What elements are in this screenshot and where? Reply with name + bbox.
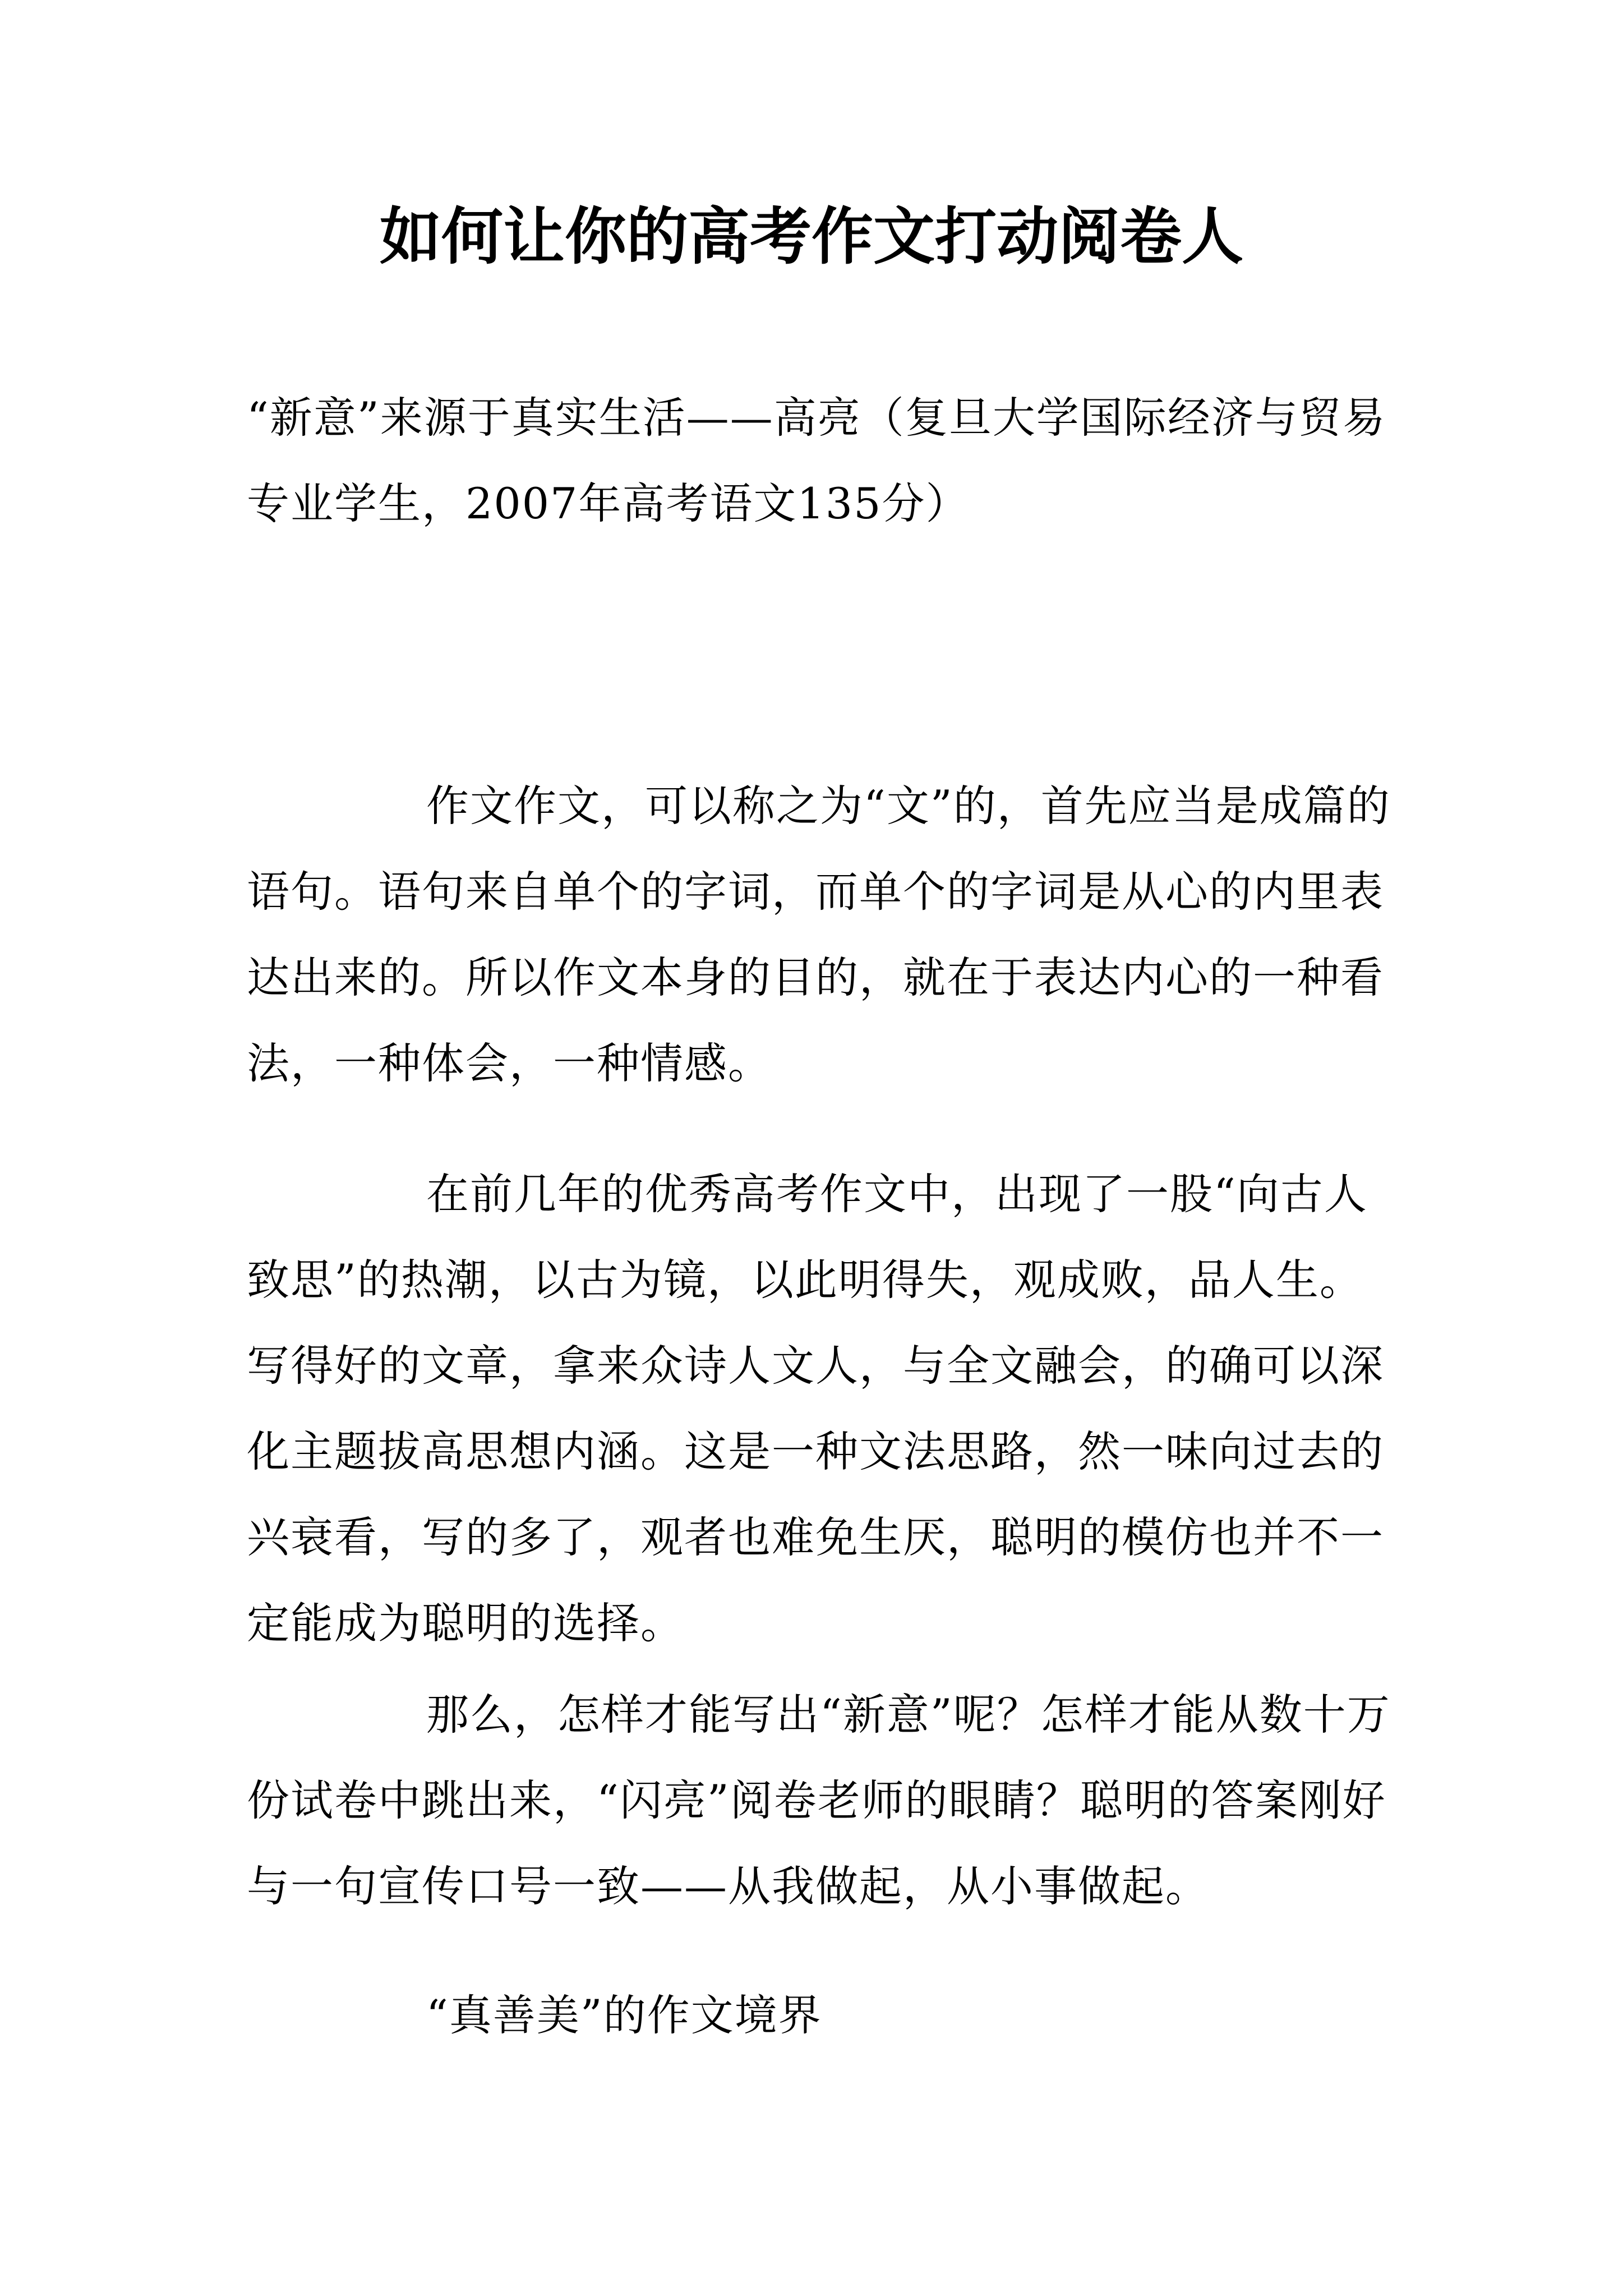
paragraph: 那么，怎样才能写出“新意”呢？怎样才能从数十万份试卷中跳出来，“闪亮”阅卷老师的眼睛？聪明的答案刚好与一句宣传口号一致——从我做起，从小事做起。 — [247, 1690, 1391, 1911]
section-heading: “真善美”的作文境界 — [426, 1990, 822, 2040]
document-title: 如何让你的高考作文打动阅卷人 — [380, 200, 1243, 273]
paragraph: 作文作文，可以称之为“文”的，首先应当是成篇的语句。语句来自单个的字词，而单个的字词是从心的内里表达出来的。所以作文本身的目的，就在于表达内心的一种看法，一种体会，一种情感。 — [247, 781, 1391, 1088]
document-subtitle: “新意”来源于真实生活——高亮（复旦大学国际经济与贸易专业学生，2007年高考语文135分） — [247, 393, 1386, 528]
paragraph: 在前几年的优秀高考作文中，出现了一股“向古人致思”的热潮，以古为镜，以此明得失，观成败，品人生。写得好的文章，拿来众诗人文人，与全文融会，的确可以深化主题拔高思想内涵。这是一种文法思路，然一味向过去的兴衰看，写的多了，观者也难免生厌，聪明的模仿也并不一定能成为聪明的选择。 — [247, 1169, 1384, 1648]
